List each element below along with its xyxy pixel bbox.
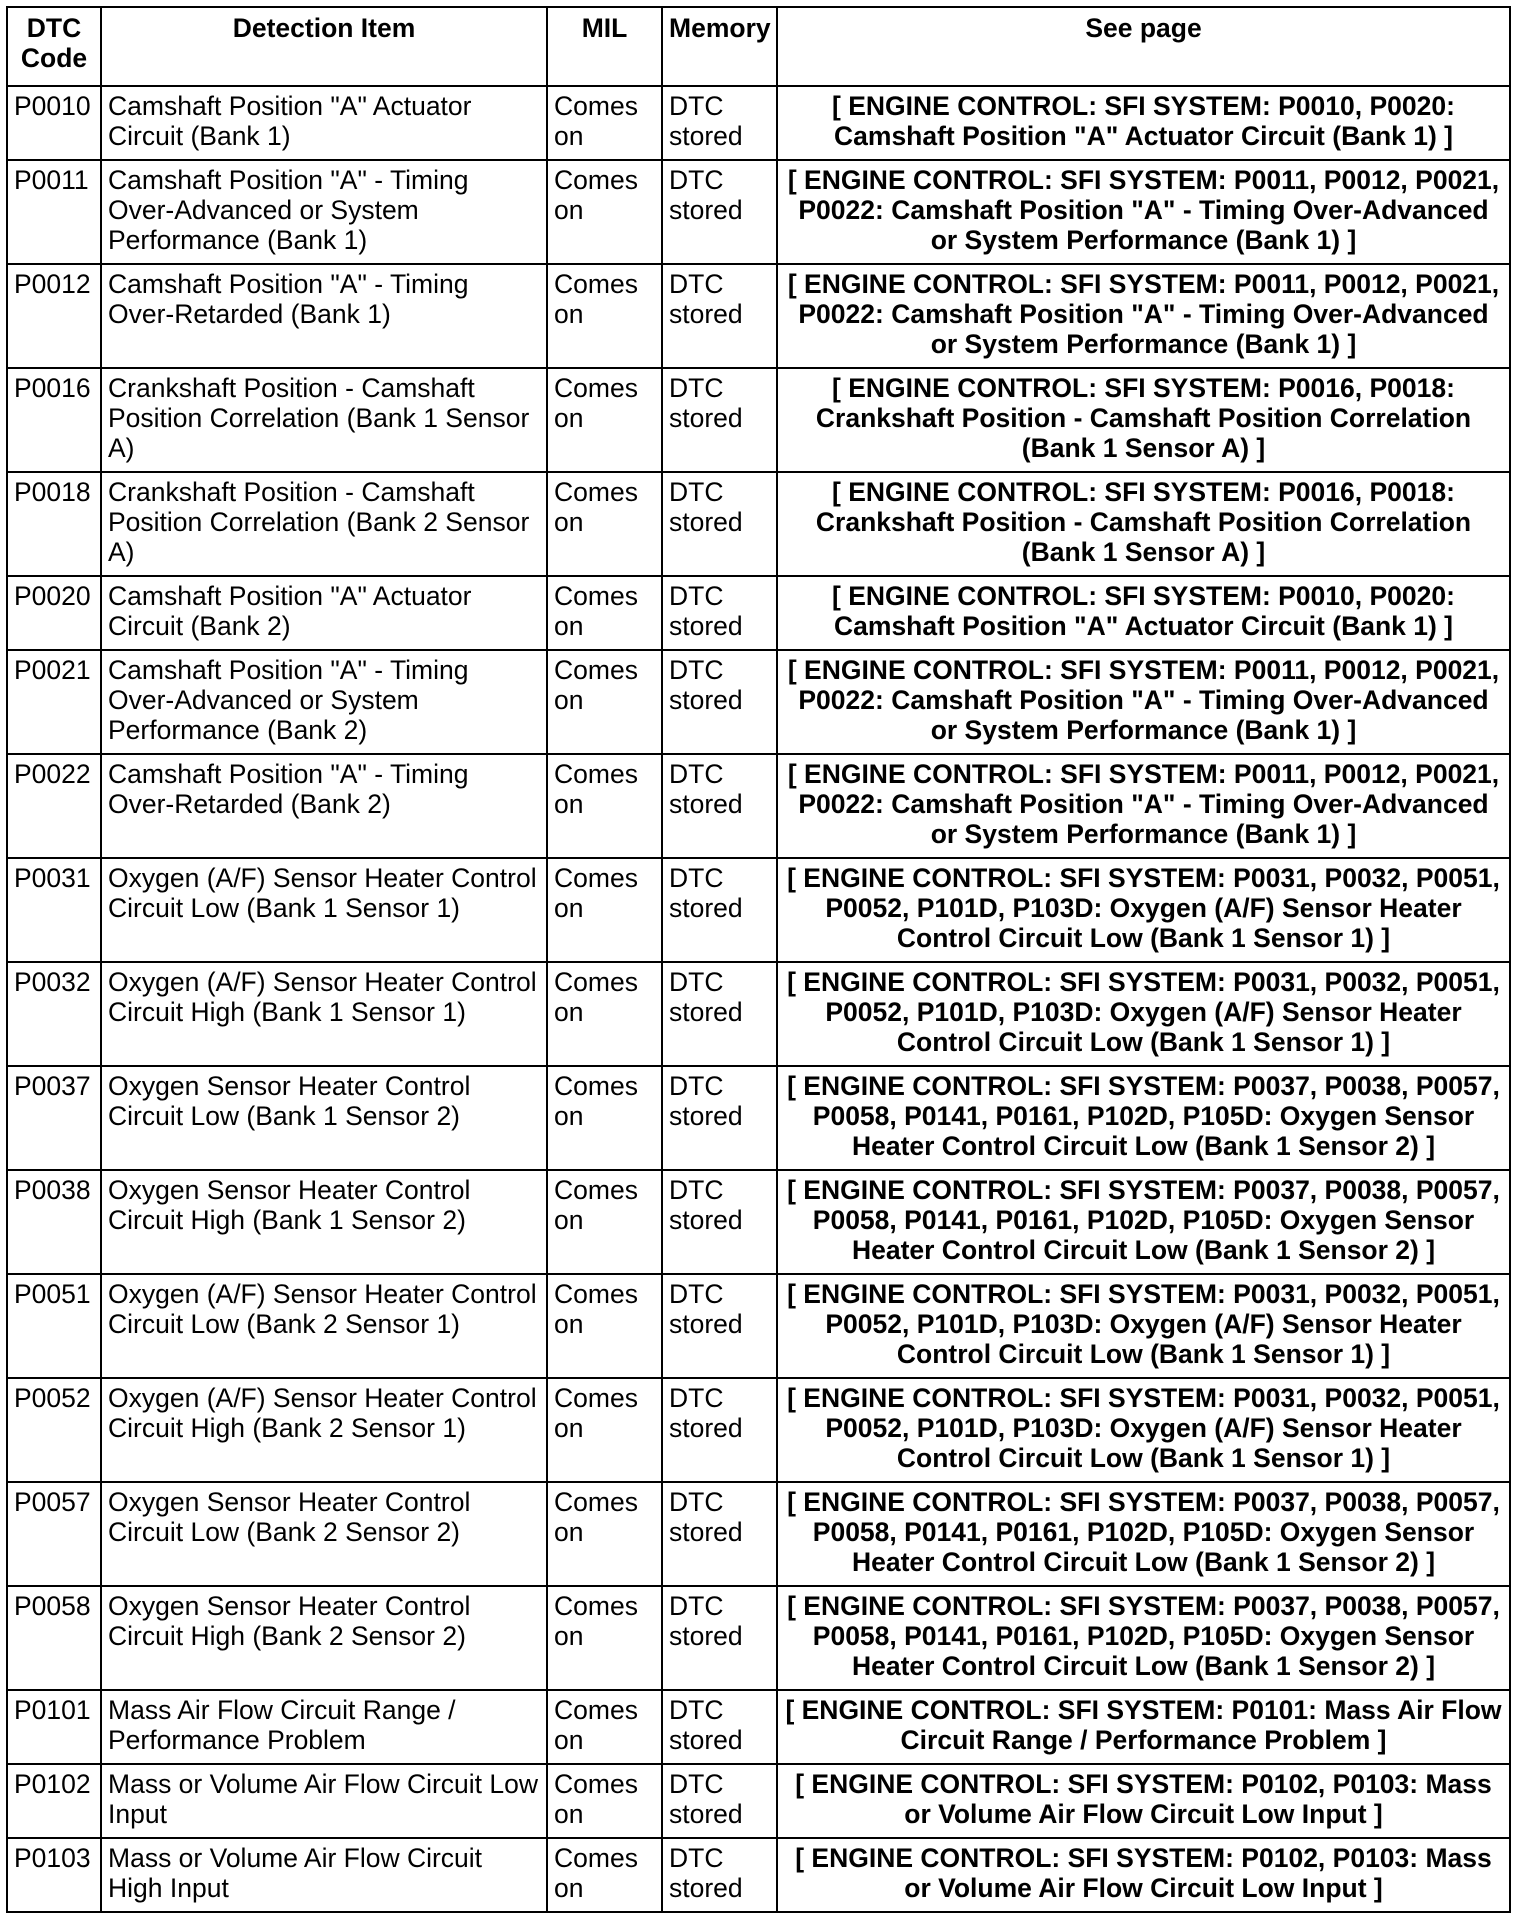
cell-mil: Comes on: [547, 264, 662, 368]
cell-detection-item: Oxygen (A/F) Sensor Heater Control Circuit High (Bank 1 Sensor 1): [101, 962, 547, 1066]
cell-detection-item: Oxygen Sensor Heater Control Circuit Low (Bank 1 Sensor 2): [101, 1066, 547, 1170]
cell-mil: Comes on: [547, 1586, 662, 1690]
cell-see-page-link[interactable]: [ ENGINE CONTROL: SFI SYSTEM: P0037, P0038, P0057, P0058, P0141, P0161, P102D, P105D: Oxygen Sensor Heater Control Circuit Low (Bank 1 Sensor 2) ]: [777, 1586, 1510, 1690]
cell-dtc-code: P0103: [7, 1838, 101, 1912]
table-row: [7, 1274, 1510, 1378]
cell-dtc-code: P0010: [7, 86, 101, 160]
cell-see-page-link[interactable]: [ ENGINE CONTROL: SFI SYSTEM: P0016, P0018: Crankshaft Position - Camshaft Position Correlation (Bank 1 Sensor A) ]: [777, 368, 1510, 472]
cell-detection-item: Oxygen (A/F) Sensor Heater Control Circuit Low (Bank 2 Sensor 1): [101, 1274, 547, 1378]
cell-memory: DTC stored: [662, 754, 777, 858]
cell-mil: Comes on: [547, 576, 662, 650]
dtc-table-container: [6, 6, 1511, 1913]
cell-memory: DTC stored: [662, 1274, 777, 1378]
cell-memory: DTC stored: [662, 650, 777, 754]
cell-mil: Comes on: [547, 472, 662, 576]
cell-memory: DTC stored: [662, 1838, 777, 1912]
header-mil: MIL: [547, 7, 662, 86]
header-memory: Memory: [662, 7, 777, 86]
cell-memory: DTC stored: [662, 472, 777, 576]
cell-detection-item: Mass or Volume Air Flow Circuit Low Input: [101, 1764, 547, 1838]
cell-mil: Comes on: [547, 1764, 662, 1838]
cell-mil: Comes on: [547, 858, 662, 962]
cell-memory: DTC stored: [662, 1586, 777, 1690]
cell-detection-item: Camshaft Position "A" - Timing Over-Retarded (Bank 1): [101, 264, 547, 368]
table-row: [7, 1378, 1510, 1482]
cell-mil: Comes on: [547, 86, 662, 160]
table-header-row: [7, 7, 1510, 86]
cell-see-page-link[interactable]: [ ENGINE CONTROL: SFI SYSTEM: P0037, P0038, P0057, P0058, P0141, P0161, P102D, P105D: Oxygen Sensor Heater Control Circuit Low (Bank 1 Sensor 2) ]: [777, 1482, 1510, 1586]
table-row: [7, 576, 1510, 650]
cell-dtc-code: P0051: [7, 1274, 101, 1378]
cell-detection-item: Crankshaft Position - Camshaft Position Correlation (Bank 2 Sensor A): [101, 472, 547, 576]
table-row: [7, 86, 1510, 160]
cell-see-page-link[interactable]: [ ENGINE CONTROL: SFI SYSTEM: P0102, P0103: Mass or Volume Air Flow Circuit Low Input ]: [777, 1838, 1510, 1912]
cell-mil: Comes on: [547, 1482, 662, 1586]
cell-memory: DTC stored: [662, 962, 777, 1066]
cell-detection-item: Oxygen Sensor Heater Control Circuit Low (Bank 2 Sensor 2): [101, 1482, 547, 1586]
cell-dtc-code: P0037: [7, 1066, 101, 1170]
cell-see-page-link[interactable]: [ ENGINE CONTROL: SFI SYSTEM: P0031, P0032, P0051, P0052, P101D, P103D: Oxygen (A/F) Sensor Heater Control Circuit Low (Bank 1 Sensor 1) ]: [777, 962, 1510, 1066]
cell-dtc-code: P0058: [7, 1586, 101, 1690]
table-row: [7, 160, 1510, 264]
cell-detection-item: Oxygen (A/F) Sensor Heater Control Circuit High (Bank 2 Sensor 1): [101, 1378, 547, 1482]
table-row: [7, 1690, 1510, 1764]
cell-see-page-link[interactable]: [ ENGINE CONTROL: SFI SYSTEM: P0037, P0038, P0057, P0058, P0141, P0161, P102D, P105D: Oxygen Sensor Heater Control Circuit Low (Bank 1 Sensor 2) ]: [777, 1170, 1510, 1274]
cell-memory: DTC stored: [662, 264, 777, 368]
cell-detection-item: Oxygen Sensor Heater Control Circuit High (Bank 2 Sensor 2): [101, 1586, 547, 1690]
table-row: [7, 264, 1510, 368]
cell-memory: DTC stored: [662, 1378, 777, 1482]
table-row: [7, 962, 1510, 1066]
cell-see-page-link[interactable]: [ ENGINE CONTROL: SFI SYSTEM: P0031, P0032, P0051, P0052, P101D, P103D: Oxygen (A/F) Sensor Heater Control Circuit Low (Bank 1 Sensor 1) ]: [777, 858, 1510, 962]
cell-see-page-link[interactable]: [ ENGINE CONTROL: SFI SYSTEM: P0101: Mass Air Flow Circuit Range / Performance Problem ]: [777, 1690, 1510, 1764]
cell-dtc-code: P0032: [7, 962, 101, 1066]
cell-dtc-code: P0031: [7, 858, 101, 962]
cell-detection-item: Crankshaft Position - Camshaft Position Correlation (Bank 1 Sensor A): [101, 368, 547, 472]
cell-mil: Comes on: [547, 1274, 662, 1378]
table-row: [7, 1066, 1510, 1170]
cell-detection-item: Mass Air Flow Circuit Range / Performance Problem: [101, 1690, 547, 1764]
cell-see-page-link[interactable]: [ ENGINE CONTROL: SFI SYSTEM: P0102, P0103: Mass or Volume Air Flow Circuit Low Input ]: [777, 1764, 1510, 1838]
cell-dtc-code: P0057: [7, 1482, 101, 1586]
cell-mil: Comes on: [547, 962, 662, 1066]
cell-dtc-code: P0012: [7, 264, 101, 368]
cell-memory: DTC stored: [662, 368, 777, 472]
table-row: [7, 858, 1510, 962]
cell-dtc-code: P0016: [7, 368, 101, 472]
header-see-page: See page: [777, 7, 1510, 86]
cell-dtc-code: P0101: [7, 1690, 101, 1764]
cell-mil: Comes on: [547, 754, 662, 858]
cell-detection-item: Camshaft Position "A" Actuator Circuit (Bank 1): [101, 86, 547, 160]
cell-memory: DTC stored: [662, 1482, 777, 1586]
cell-dtc-code: P0038: [7, 1170, 101, 1274]
cell-memory: DTC stored: [662, 1690, 777, 1764]
cell-detection-item: Camshaft Position "A" - Timing Over-Advanced or System Performance (Bank 1): [101, 160, 547, 264]
cell-memory: DTC stored: [662, 160, 777, 264]
cell-memory: DTC stored: [662, 858, 777, 962]
cell-dtc-code: P0102: [7, 1764, 101, 1838]
cell-mil: Comes on: [547, 650, 662, 754]
cell-dtc-code: P0020: [7, 576, 101, 650]
cell-see-page-link[interactable]: [ ENGINE CONTROL: SFI SYSTEM: P0011, P0012, P0021, P0022: Camshaft Position "A" - Timing Over-Advanced or System Performance (Bank 1) ]: [777, 160, 1510, 264]
cell-see-page-link[interactable]: [ ENGINE CONTROL: SFI SYSTEM: P0031, P0032, P0051, P0052, P101D, P103D: Oxygen (A/F) Sensor Heater Control Circuit Low (Bank 1 Sensor 1) ]: [777, 1274, 1510, 1378]
dtc-table: [6, 6, 1511, 1913]
cell-detection-item: Oxygen Sensor Heater Control Circuit High (Bank 1 Sensor 2): [101, 1170, 547, 1274]
table-row: [7, 1838, 1510, 1912]
cell-mil: Comes on: [547, 1838, 662, 1912]
cell-detection-item: Camshaft Position "A" Actuator Circuit (Bank 2): [101, 576, 547, 650]
cell-dtc-code: P0011: [7, 160, 101, 264]
cell-memory: DTC stored: [662, 86, 777, 160]
table-row: [7, 1764, 1510, 1838]
table-row: [7, 650, 1510, 754]
cell-mil: Comes on: [547, 1378, 662, 1482]
cell-see-page-link[interactable]: [ ENGINE CONTROL: SFI SYSTEM: P0016, P0018: Crankshaft Position - Camshaft Position Correlation (Bank 1 Sensor A) ]: [777, 472, 1510, 576]
cell-detection-item: Mass or Volume Air Flow Circuit High Input: [101, 1838, 547, 1912]
cell-memory: DTC stored: [662, 1764, 777, 1838]
cell-mil: Comes on: [547, 1066, 662, 1170]
table-row: [7, 368, 1510, 472]
cell-dtc-code: P0018: [7, 472, 101, 576]
cell-mil: Comes on: [547, 368, 662, 472]
table-row: [7, 1170, 1510, 1274]
cell-see-page-link[interactable]: [ ENGINE CONTROL: SFI SYSTEM: P0011, P0012, P0021, P0022: Camshaft Position "A" - Timing Over-Advanced or System Performance (Bank 1) ]: [777, 754, 1510, 858]
table-row: [7, 754, 1510, 858]
cell-memory: DTC stored: [662, 576, 777, 650]
cell-memory: DTC stored: [662, 1066, 777, 1170]
cell-detection-item: Oxygen (A/F) Sensor Heater Control Circuit Low (Bank 1 Sensor 1): [101, 858, 547, 962]
cell-memory: DTC stored: [662, 1170, 777, 1274]
cell-see-page-link[interactable]: [ ENGINE CONTROL: SFI SYSTEM: P0011, P0012, P0021, P0022: Camshaft Position "A" - Timing Over-Advanced or System Performance (Bank 1) ]: [777, 264, 1510, 368]
cell-mil: Comes on: [547, 1170, 662, 1274]
cell-dtc-code: P0022: [7, 754, 101, 858]
cell-see-page-link[interactable]: [ ENGINE CONTROL: SFI SYSTEM: P0010, P0020: Camshaft Position "A" Actuator Circuit (Bank 1) ]: [777, 576, 1510, 650]
cell-detection-item: Camshaft Position "A" - Timing Over-Advanced or System Performance (Bank 2): [101, 650, 547, 754]
header-dtc-code: DTC Code: [7, 7, 101, 86]
cell-detection-item: Camshaft Position "A" - Timing Over-Retarded (Bank 2): [101, 754, 547, 858]
cell-see-page-link[interactable]: [ ENGINE CONTROL: SFI SYSTEM: P0011, P0012, P0021, P0022: Camshaft Position "A" - Timing Over-Advanced or System Performance (Bank 1) ]: [777, 650, 1510, 754]
cell-see-page-link[interactable]: [ ENGINE CONTROL: SFI SYSTEM: P0031, P0032, P0051, P0052, P101D, P103D: Oxygen (A/F) Sensor Heater Control Circuit Low (Bank 1 Sensor 1) ]: [777, 1378, 1510, 1482]
cell-dtc-code: P0021: [7, 650, 101, 754]
cell-dtc-code: P0052: [7, 1378, 101, 1482]
cell-mil: Comes on: [547, 1690, 662, 1764]
cell-see-page-link[interactable]: [ ENGINE CONTROL: SFI SYSTEM: P0010, P0020: Camshaft Position "A" Actuator Circuit (Bank 1) ]: [777, 86, 1510, 160]
table-row: [7, 472, 1510, 576]
header-detection-item: Detection Item: [101, 7, 547, 86]
table-row: [7, 1482, 1510, 1586]
table-row: [7, 1586, 1510, 1690]
cell-see-page-link[interactable]: [ ENGINE CONTROL: SFI SYSTEM: P0037, P0038, P0057, P0058, P0141, P0161, P102D, P105D: Oxygen Sensor Heater Control Circuit Low (Bank 1 Sensor 2) ]: [777, 1066, 1510, 1170]
cell-mil: Comes on: [547, 160, 662, 264]
